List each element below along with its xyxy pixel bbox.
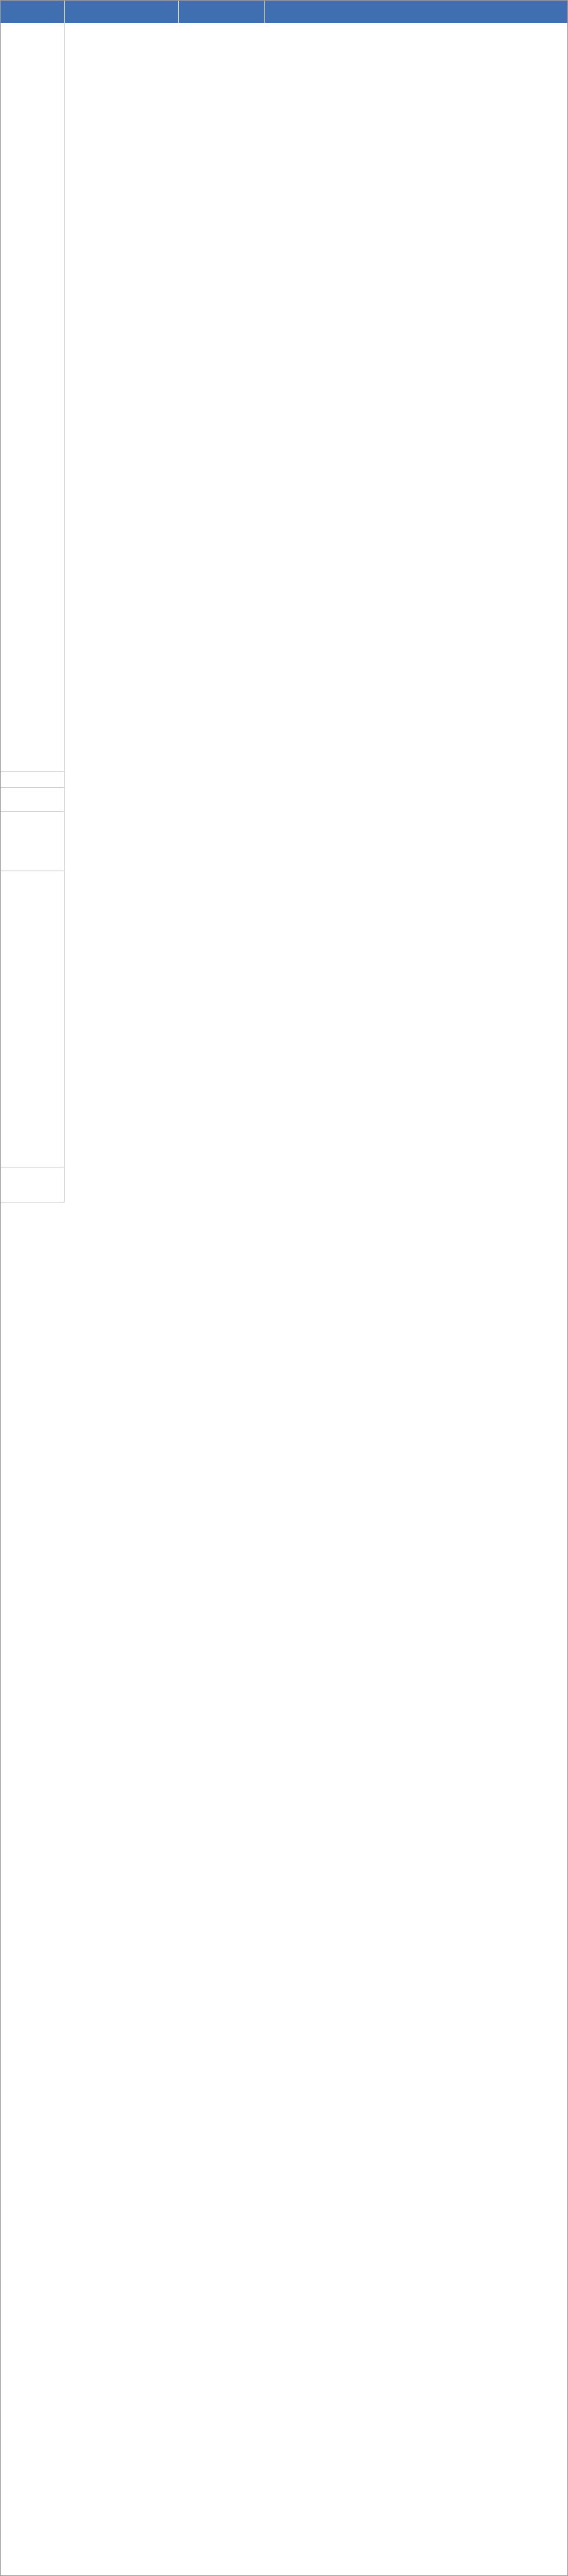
category-cell (0, 812, 65, 871)
category-cell (0, 23, 65, 772)
header-address (179, 0, 265, 23)
category-cell (0, 1167, 65, 1202)
category-cell (0, 788, 65, 812)
header-category (0, 0, 65, 23)
header-open-hours (265, 0, 568, 23)
category-cell (0, 871, 65, 1167)
header-facility-name (65, 0, 179, 23)
category-cell (0, 772, 65, 788)
